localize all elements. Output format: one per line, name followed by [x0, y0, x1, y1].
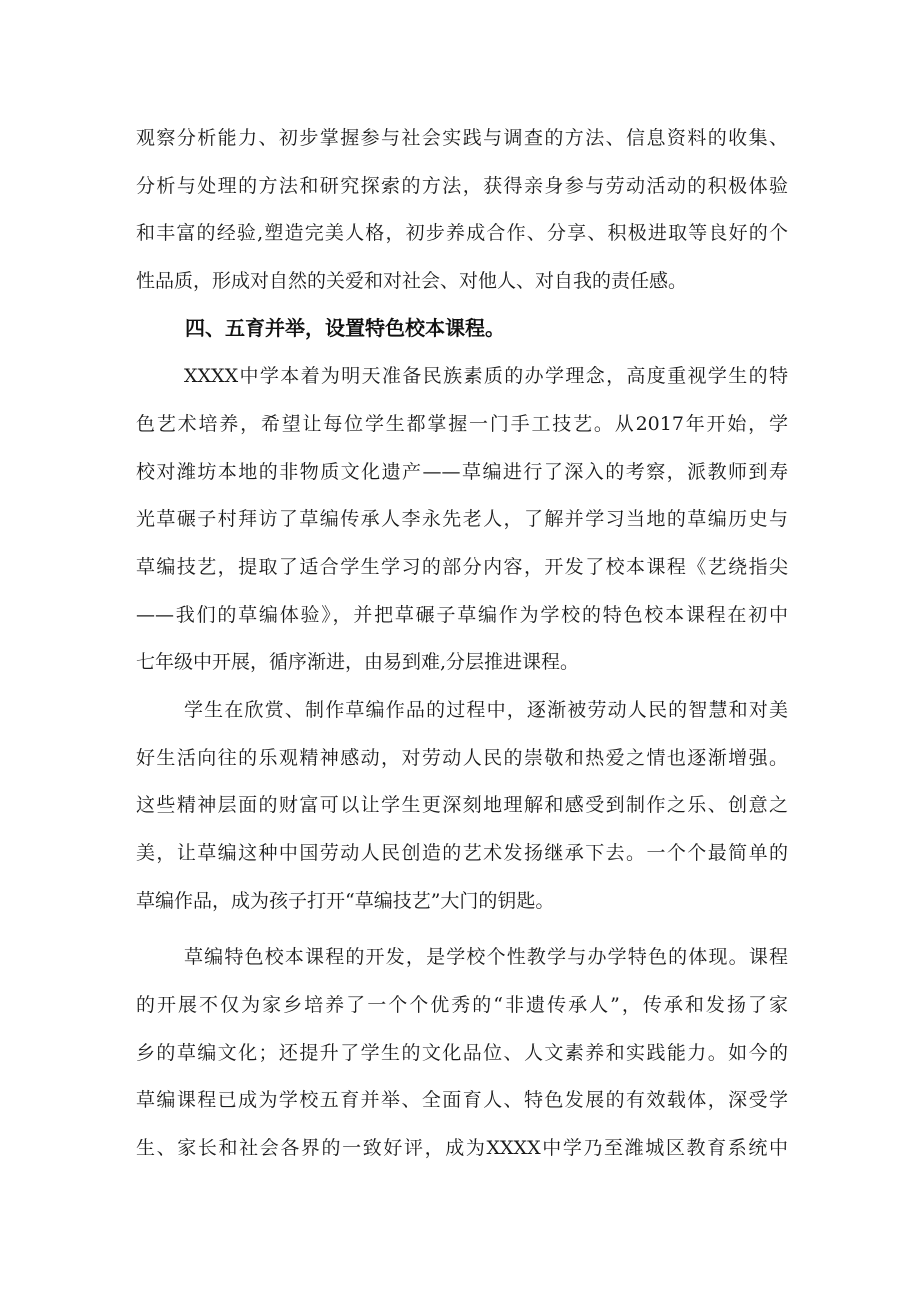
text-line: 色艺术培养，希望让每位学生都掌握一门手工技艺。从2017年开始，学: [136, 413, 788, 435]
text-line: 的开展不仅为家乡培养了一个个优秀的“非遗传承人”，传承和发扬了家: [136, 994, 788, 1016]
text-line: 光草碾子村拜访了草编传承人李永先老人，了解并学习当地的草编历史与: [136, 508, 788, 530]
text-line: 好生活向往的乐观精神感动，对劳动人民的崇敬和热爱之情也逐渐增强。: [136, 747, 788, 769]
text-line: 七年级中开展，循序渐进，由易到难,分层推进课程。: [136, 651, 580, 673]
text-line: 草编课程已成为学校五育并举、全面育人、特色发展的有效载体，深受学: [136, 1089, 788, 1111]
text-line: 生、家长和社会各界的一致好评，成为XXXX中学乃至潍城区教育系统中: [136, 1137, 788, 1159]
text-line: 分析与处理的方法和研究探索的方法，获得亲身参与劳动活动的积极体验: [136, 175, 788, 197]
text-line: 校对潍坊本地的非物质文化遗产——草编进行了深入的考察，派教师到寿: [136, 461, 788, 483]
text-line: 这些精神层面的财富可以让学生更深刻地理解和感受到制作之乐、创意之: [136, 794, 788, 816]
section-heading: 四、五育并举，设置特色校本课程。: [185, 316, 505, 340]
text-line: 美，让草编这种中国劳动人民创造的艺术发扬继承下去。一个个最简单的: [136, 842, 788, 864]
text-line: 草编特色校本课程的开发，是学校个性教学与办学特色的体现。课程: [184, 946, 788, 968]
text-line: 性品质，形成对自然的关爱和对社会、对他人、对自我的责任感。: [136, 270, 688, 292]
text-line: 草编技艺，提取了适合学生学习的部分内容，开发了校本课程《艺绕指尖: [136, 556, 788, 578]
text-line: 乡的草编文化；还提升了学生的文化品位、人文素养和实践能力。如今的: [136, 1042, 788, 1064]
text-line: 观察分析能力、初步掌握参与社会实践与调查的方法、信息资料的收集、: [136, 127, 788, 149]
text-line: ——我们的草编体验》，并把草碾子草编作为学校的特色校本课程在初中: [136, 604, 788, 626]
text-line: XXXX中学本着为明天准备民族素质的办学理念，高度重视学生的特: [184, 365, 788, 387]
text-line: 学生在欣赏、制作草编作品的过程中，逐渐被劳动人民的智慧和对美: [184, 699, 788, 721]
text-line: 和丰富的经验,塑造完美人格，初步养成合作、分享、积极进取等良好的个: [136, 222, 788, 244]
text-line: 草编作品，成为孩子打开“草编技艺”大门的钥匙。: [136, 890, 555, 912]
